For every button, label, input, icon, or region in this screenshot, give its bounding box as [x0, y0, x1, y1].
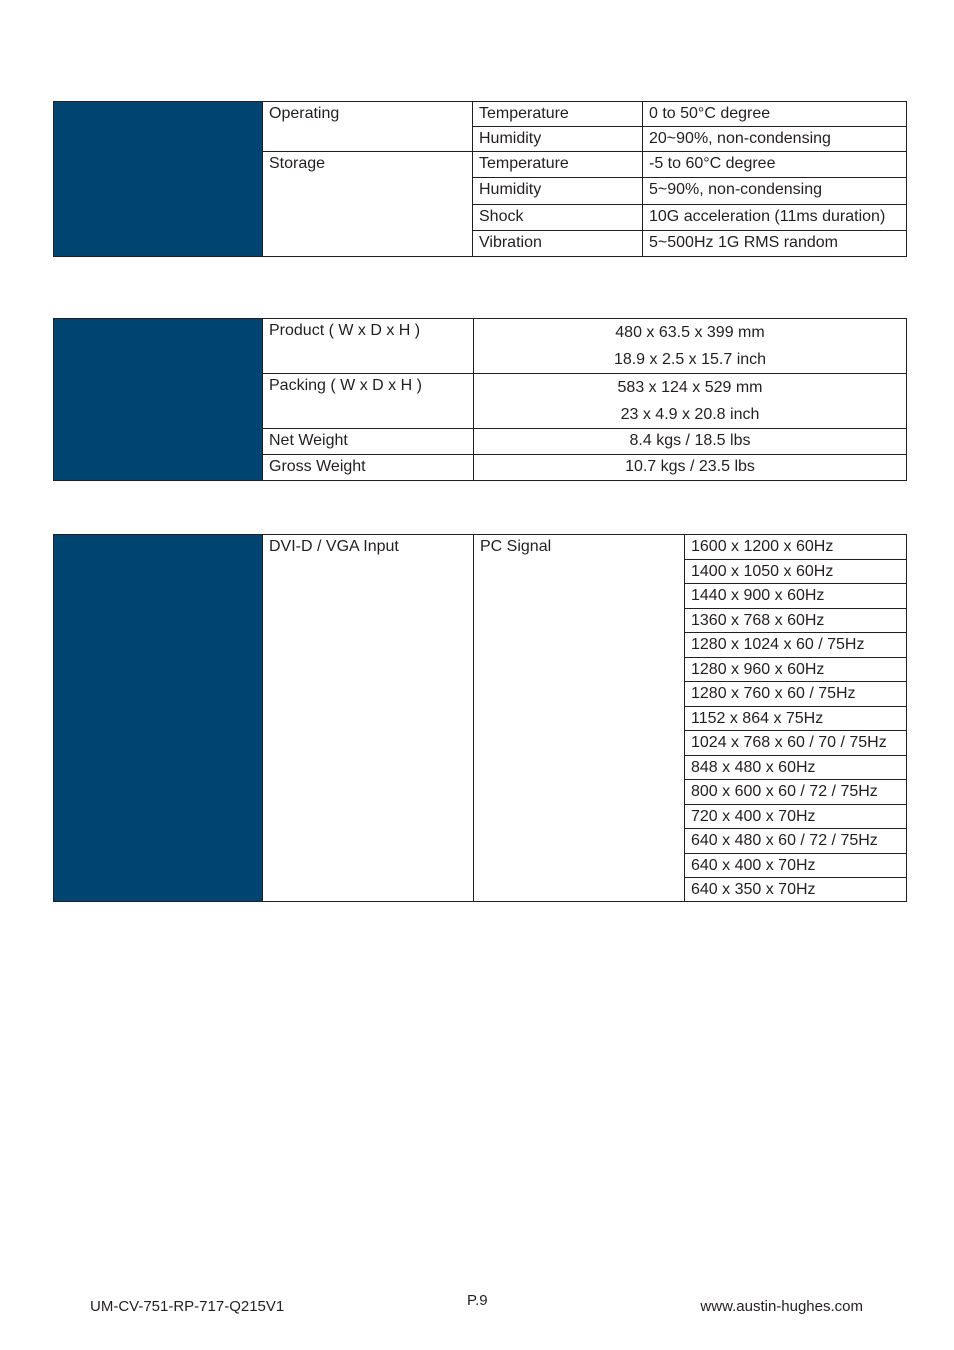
website-url: www.austin-hughes.com [700, 1298, 863, 1315]
resolution-mode: 1152 x 864 x 75Hz [685, 707, 907, 731]
resolution-mode: 1280 x 760 x 60 / 75Hz [685, 682, 907, 707]
resolution-mode: 1280 x 1024 x 60 / 75Hz [685, 633, 907, 658]
env-param-name: Shock [473, 205, 643, 231]
env-param-value: 10G acceleration (11ms duration) [643, 205, 907, 231]
storage-label: Storage [263, 152, 473, 257]
signal-label: PC Signal [474, 535, 685, 902]
resolution-mode: 1360 x 768 x 60Hz [685, 609, 907, 633]
resolution-mode: 1400 x 1050 x 60Hz [685, 560, 907, 584]
env-param-value: -5 to 60°C degree [643, 152, 907, 178]
resolution-mode: 848 x 480 x 60Hz [685, 756, 907, 780]
environment-table [53, 101, 907, 257]
product-label: Product ( W x D x H ) [263, 319, 474, 374]
net-weight-label: Net Weight [263, 429, 474, 455]
env-param-value: 0 to 50°C degree [643, 102, 907, 127]
packing-inch: 23 x 4.9 x 20.8 inch [620, 406, 760, 423]
resolution-mode: 1600 x 1200 x 60Hz [685, 535, 907, 560]
env-param-value: 5~500Hz 1G RMS random [643, 231, 907, 257]
product-dimensions [474, 319, 907, 374]
resolution-mode: 640 x 350 x 70Hz [685, 878, 907, 902]
packing-label: Packing ( W x D x H ) [263, 374, 474, 429]
operating-label: Operating [263, 102, 473, 152]
dimensions-table [53, 318, 907, 481]
resolution-mode: 1440 x 900 x 60Hz [685, 584, 907, 609]
resolution-mode: 1024 x 768 x 60 / 70 / 75Hz [685, 731, 907, 756]
gross-weight-label: Gross Weight [263, 455, 474, 481]
resolution-mode: 640 x 480 x 60 / 72 / 75Hz [685, 829, 907, 854]
resolution-mode: 800 x 600 x 60 / 72 / 75Hz [685, 780, 907, 805]
page-number: P.9 [467, 1292, 488, 1309]
document-id: UM-CV-751-RP-717-Q215V1 [90, 1298, 285, 1315]
env-param-value: 5~90%, non-condensing [643, 178, 907, 205]
resolution-mode: 720 x 400 x 70Hz [685, 805, 907, 829]
env-param-value: 20~90%, non-condensing [643, 127, 907, 152]
resolution-mode: 1280 x 960 x 60Hz [685, 658, 907, 682]
dimensions-header-cell [54, 319, 263, 481]
environment-header-cell [54, 102, 263, 257]
env-param-name: Vibration [473, 231, 643, 257]
env-param-name: Humidity [473, 178, 643, 205]
env-param-name: Temperature [473, 152, 643, 178]
product-inch: 18.9 x 2.5 x 15.7 inch [613, 351, 767, 368]
env-param-name: Humidity [473, 127, 643, 152]
resolution-table [53, 534, 907, 902]
env-param-name: Temperature [473, 102, 643, 127]
resolution-header-cell [54, 535, 263, 902]
packing-mm: 583 x 124 x 529 mm [617, 379, 763, 396]
resolution-mode: 640 x 400 x 70Hz [685, 854, 907, 878]
product-mm: 480 x 63.5 x 399 mm [615, 324, 765, 341]
packing-dimensions [474, 374, 907, 429]
net-weight-value: 8.4 kgs / 18.5 lbs [474, 429, 907, 455]
gross-weight-value: 10.7 kgs / 23.5 lbs [474, 455, 907, 481]
input-label: DVI-D / VGA Input [263, 535, 474, 902]
